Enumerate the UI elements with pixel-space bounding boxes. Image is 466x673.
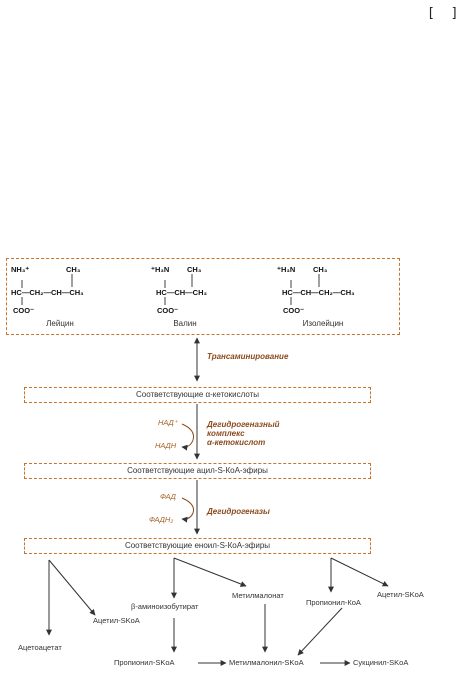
enoyl-scoa-label: Соответствующие еноил-S-КоА-эфиры	[124, 541, 271, 550]
amino-name-isoleucine: Изолейцин	[302, 319, 344, 328]
acetyl-scoa-left: Ацетил-SKoA	[93, 616, 140, 625]
valine-nh3: ⁺H₃N	[151, 265, 170, 274]
amino-name-leucine: Лейцин	[46, 319, 74, 328]
isoleucine-ch3: CH₃	[313, 265, 328, 274]
nad-curve	[182, 424, 194, 447]
nadh-label: НАДН	[155, 441, 177, 450]
valine-main: HC—CH—CH₃	[156, 288, 207, 297]
valine-coo: COO⁻	[157, 306, 179, 315]
fadh2-label: ФАДН₂	[149, 515, 174, 524]
acetyl-scoa-right: Ацетил-SKoA	[377, 590, 424, 599]
acetoacetate: Ацетоацетат	[18, 643, 62, 652]
keto-acids-label: Соответствующие α-кетокислоты	[135, 390, 260, 399]
fad-label: ФАД	[160, 492, 176, 501]
aminoisobutyrate: β-аминоизобутират	[131, 602, 199, 611]
leucine-coo: COO⁻	[13, 306, 35, 315]
valine-ch3: CH₃	[187, 265, 202, 274]
nad-plus-label: НАД⁺	[158, 418, 178, 427]
amino-name-valine: Валин	[173, 319, 197, 328]
keto-acids-box	[24, 387, 371, 403]
leucine-nh3: NH₃⁺	[11, 265, 30, 274]
dehydro-complex-line1: Дегидрогеназный	[207, 420, 280, 429]
methylmalonate: Метилмалонат	[232, 591, 284, 600]
isoleucine-nh3: ⁺H₃N	[277, 265, 296, 274]
acyl-scoa-label: Соответствующие ацил-S-КоА-эфиры	[127, 466, 268, 475]
transamination-label: Трансаминирование	[207, 352, 289, 361]
enoyl-scoa-box	[24, 538, 371, 554]
dehydro-complex-line3: α-кетокислот	[207, 438, 266, 447]
acyl-scoa-box	[24, 463, 371, 479]
leucine-ch3: CH₃	[66, 265, 81, 274]
ile-to-acetyl	[331, 558, 388, 586]
val-to-methylmalonate	[174, 558, 246, 586]
propionyl-scoa: Пропионил-SKoA	[114, 658, 175, 667]
propionyl-coa-to-methylmalonyl	[298, 608, 342, 655]
fad-curve	[182, 498, 194, 519]
methylmalonyl-scoa: Метилмалонил-SKoA	[229, 658, 304, 667]
leucine-main: HC—CH₂—CH—CH₃	[11, 288, 84, 297]
isoleucine-main: HC—CH—CH₂—CH₃	[282, 288, 355, 297]
isoleucine-coo: COO⁻	[283, 306, 305, 315]
leu-to-acetyl	[49, 560, 95, 615]
succinyl-scoa: Сукцинил-SKoA	[353, 658, 409, 667]
propionyl-coa: Пропионил-КоА	[306, 598, 361, 607]
page-bracket: [ ]	[427, 6, 463, 21]
dehydrogenases-label: Дегидрогеназы	[207, 507, 270, 516]
dehydro-complex-line2: комплекс	[207, 429, 245, 438]
